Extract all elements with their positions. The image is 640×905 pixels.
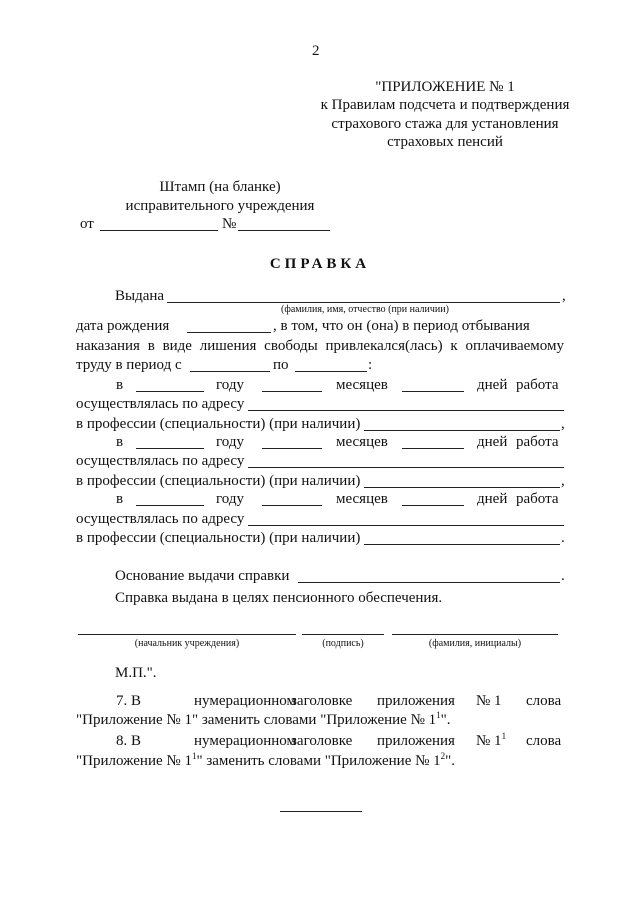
text: ".: [445, 753, 456, 769]
profession-label: в профессии (специальности) (при наличии): [76, 530, 361, 546]
address-label: осуществлялась по адресу: [76, 396, 245, 412]
stamp-number-field: [238, 230, 330, 231]
head-signature-hint: (начальник учреждения): [134, 638, 240, 649]
document-title: СПРАВКА: [269, 256, 371, 272]
page-number: 2: [312, 43, 320, 59]
item-number: 8. В: [116, 733, 142, 749]
item-8-line1: [76, 732, 564, 751]
text: "Приложение № 1: [76, 753, 192, 769]
stamp-line: Штамп (на бланке): [159, 179, 281, 195]
paragraph-line: наказания в виде лишения свободы привлекался(лась) к оплачиваемому: [76, 338, 564, 354]
superscript: 1: [501, 731, 507, 741]
item-7-line2: [76, 711, 451, 730]
address-field: [248, 525, 564, 526]
in-label: в: [116, 377, 124, 393]
superscript: 1: [191, 751, 197, 761]
appendix-line: к Правилам подсчета и подтверждения: [320, 97, 570, 113]
period-to-field: [295, 371, 367, 372]
item-8-line2: [76, 752, 455, 771]
years-field: [136, 448, 204, 449]
comma: ,: [561, 473, 565, 489]
months-label: месяцев: [336, 377, 388, 393]
period-line: [76, 356, 564, 375]
address-field: [248, 467, 564, 468]
profession-field: [364, 430, 560, 431]
period: .: [561, 530, 565, 546]
address-label: осуществлялась по адресу: [76, 453, 245, 469]
profession-label: в профессии (специальности) (при наличии): [76, 473, 361, 489]
word: приложения: [377, 693, 455, 709]
in-label: в: [116, 434, 124, 450]
profession-row: [76, 472, 564, 491]
word: приложения: [377, 733, 455, 749]
text: "Приложение № 1" заменить словами "Приложение № 1: [76, 712, 437, 728]
work-label: работа: [516, 377, 559, 393]
stamp-number-label: №: [222, 216, 237, 232]
purpose-text: Справка выдана в целях пенсионного обеспечения.: [115, 590, 443, 606]
item-7-line1: [76, 692, 564, 711]
comma: ,: [562, 288, 566, 304]
name-initials-field: [392, 634, 558, 635]
months-label: месяцев: [336, 434, 388, 450]
issued-label: Выдана: [115, 288, 165, 304]
days-label: дней: [477, 434, 508, 450]
years-field: [136, 391, 204, 392]
days-field: [402, 448, 464, 449]
years-field: [136, 505, 204, 506]
address-row: [76, 452, 564, 471]
text: ".: [440, 712, 451, 728]
birth-label: дата рождения: [76, 318, 170, 334]
days-field: [402, 505, 464, 506]
signature-field: [302, 634, 384, 635]
appendix-line: страховых пенсий: [387, 134, 503, 150]
word: слова: [526, 733, 562, 749]
work-period-row: [76, 376, 564, 395]
colon: :: [368, 357, 373, 373]
head-signature-field: [78, 634, 296, 635]
signature-hint: (подпись): [322, 638, 364, 649]
closing-rule: [280, 811, 362, 812]
appendix-title: "ПРИЛОЖЕНИЕ № 1: [375, 79, 515, 95]
in-label: в: [116, 491, 124, 507]
word: [476, 732, 506, 751]
word: нумерационном: [194, 733, 296, 749]
profession-label: в профессии (специальности) (при наличии): [76, 416, 361, 432]
comma: ,: [561, 416, 565, 432]
address-field: [248, 410, 564, 411]
issued-hint: (фамилия, имя, отчество (при наличии): [281, 304, 449, 315]
birth-line: [76, 317, 564, 336]
work-label: работа: [516, 491, 559, 507]
months-field: [262, 448, 322, 449]
days-label: дней: [477, 491, 508, 507]
birth-date-field: [187, 332, 271, 333]
word: слова: [526, 693, 562, 709]
word: заголовке: [291, 693, 353, 709]
word: № 1: [476, 693, 502, 709]
item-number: 7. В: [116, 693, 142, 709]
profession-row: [76, 529, 564, 548]
months-field: [262, 505, 322, 506]
period-from-field: [190, 371, 270, 372]
profession-row: [76, 415, 564, 434]
days-label: дней: [477, 377, 508, 393]
appendix-line: страхового стажа для установления: [331, 116, 559, 132]
seal-place: М.П.".: [115, 665, 157, 681]
profession-field: [364, 544, 560, 545]
months-label: месяцев: [336, 491, 388, 507]
work-label: работа: [516, 434, 559, 450]
text: № 1: [476, 733, 502, 749]
address-row: [76, 510, 564, 529]
address-label: осуществлялась по адресу: [76, 511, 245, 527]
word: нумерационном: [194, 693, 296, 709]
basis-label: Основание выдачи справки: [115, 568, 290, 584]
stamp-from-label: от: [80, 216, 94, 232]
birth-text: , в том, что он (она) в период отбывания: [273, 318, 530, 334]
profession-field: [364, 487, 560, 488]
year-label: году: [216, 434, 244, 450]
issued-name-field: [167, 302, 560, 303]
superscript: 2: [440, 751, 446, 761]
stamp-date-field: [100, 230, 218, 231]
year-label: году: [216, 377, 244, 393]
superscript: 1: [436, 710, 441, 720]
word: заголовке: [291, 733, 353, 749]
year-label: году: [216, 491, 244, 507]
period-from-label: труду в период с: [76, 357, 182, 373]
address-row: [76, 395, 564, 414]
work-period-row: [76, 490, 564, 509]
work-period-row: [76, 433, 564, 452]
period: .: [561, 568, 565, 584]
text: " заменить словами "Приложение № 1: [196, 753, 441, 769]
months-field: [262, 391, 322, 392]
name-initials-hint: (фамилия, инициалы): [428, 638, 522, 649]
basis-field: [298, 582, 560, 583]
stamp-line: исправительного учреждения: [125, 198, 315, 214]
days-field: [402, 391, 464, 392]
period-to-label: по: [273, 357, 289, 373]
